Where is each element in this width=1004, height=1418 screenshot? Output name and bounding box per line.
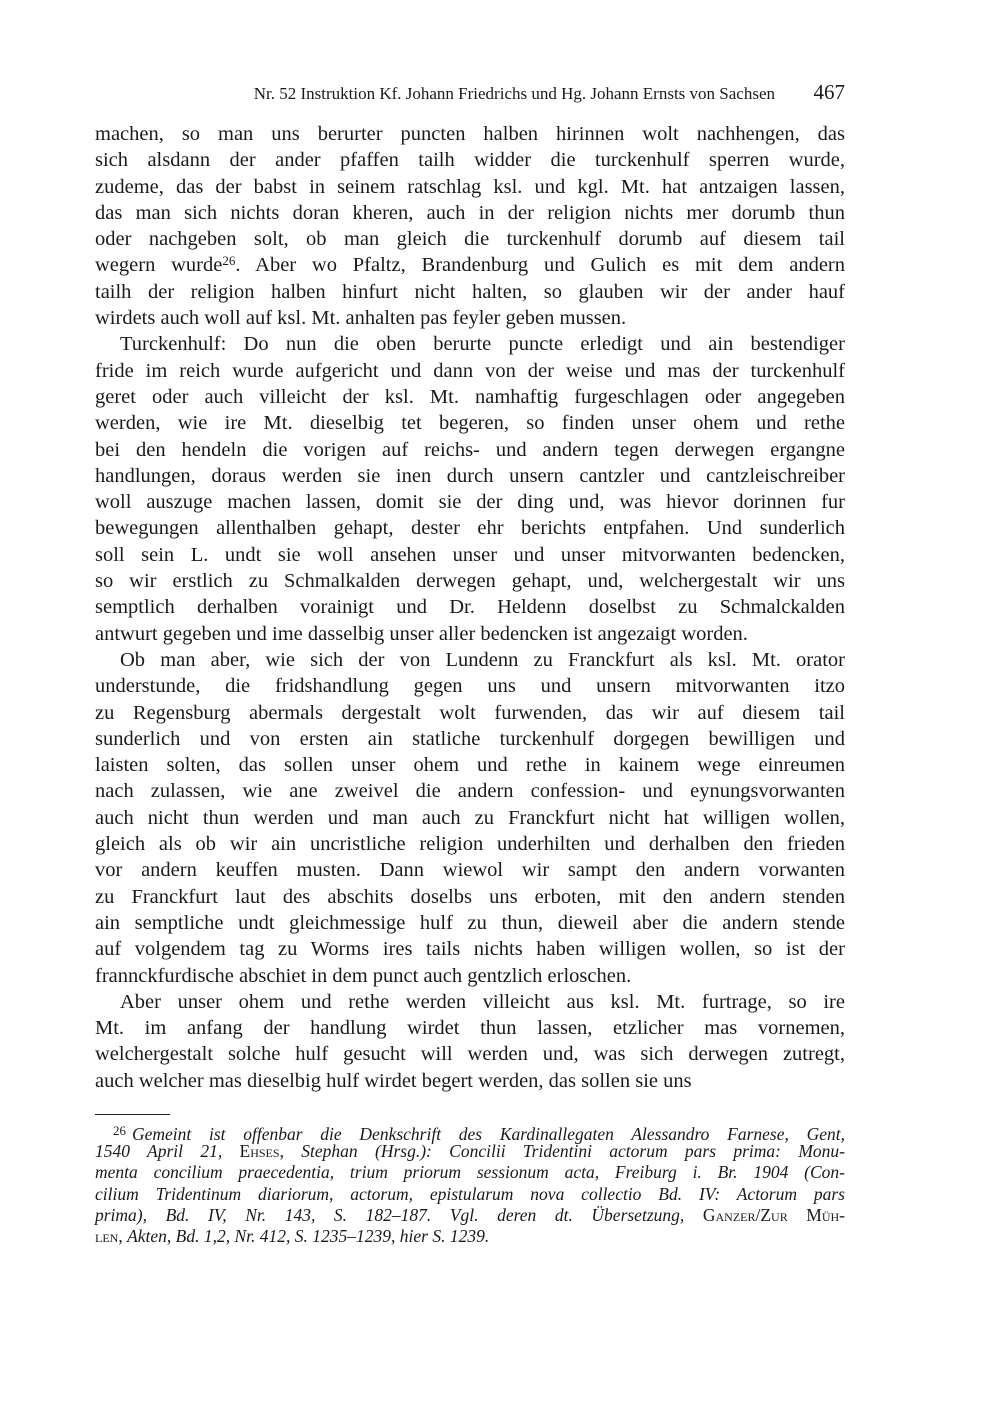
text-line: wegern wurde$^{26}$. Aber wo Pfaltz, Brandenburg und Gulich es mit dem andern <box>95 253 845 277</box>
text-line: so wir erstlich zu Schmalkalden derwegen gehapt, und, welchergestalt wir uns <box>95 570 845 593</box>
text-line: welchergestalt solche hulf gesucht will werden und, was sich derwegen zutregt, <box>95 1043 845 1066</box>
text-line: bei den hendeln die vorigen auf reichs- und andern tegen derwegen ergangne <box>95 438 845 461</box>
footnote-text: 1540 April 21, <box>95 1141 240 1162</box>
text-line: geret oder auch villeicht der ksl. Mt. namhaftig furgeschlagen oder angegeben <box>95 385 845 408</box>
footnote-text: , <box>279 1141 302 1162</box>
text-line: werden, wie ire Mt. dieselbig tet begeren, so finden unser ohem und rethe <box>95 412 845 435</box>
text-line: nach zulassen, wie ane zweivel die andern confession- und eynungsvorwanten <box>95 780 845 803</box>
text-line: semptlich derhalben vorainigt und Dr. Heldenn doselbst zu Schmalckalden <box>95 596 845 619</box>
footnote-number: 26 <box>113 1123 126 1138</box>
text-line: fride im reich wurde aufgericht und dann von der weise und mas der turckenhulf <box>95 359 845 382</box>
text-line: auf volgendem tag zu Worms ires tails nichts haben willigen wollen, so ist der <box>95 938 845 961</box>
footnote-text: cilium Tridentinum diariorum, actorum, epistularum nova collectio Bd. IV: Actorum pars <box>95 1183 845 1204</box>
footnote-line <box>95 1162 845 1183</box>
footnote-text: , <box>118 1225 128 1246</box>
text-line: zudeme, das der babst in seinem ratschlag ksl. und kgl. Mt. hat antzaigen lassen, <box>95 175 845 198</box>
text-line: ain semptliche undt gleichmessige hulf zu thun, dieweil aber die andern stende <box>95 911 845 934</box>
text-line: handlungen, doraus werden sie inen durch unsern cantzler und cantzleischreiber <box>95 464 845 487</box>
text-line: antwurt gegeben und ime dasselbig unser aller bedencken ist angezaigt worden. <box>95 622 748 645</box>
text-line: woll auszuge machen lassen, domit sie der ding und, was hievor dorinnen fur <box>95 491 845 514</box>
text-line: sunderlich und von ersten ain statliche turckenhulf dorgegen bewilligen und <box>95 727 845 750</box>
author-name: Ehses <box>239 1141 280 1162</box>
text-line: Mt. im anfang der handlung wirdet thun lassen, etzlicher mas vornemen, <box>95 1017 845 1040</box>
footnote <box>95 1120 845 1247</box>
text-line: zu Franckfurt laut des abschits doselbs uns erboten, mit den andern stenden <box>95 885 845 908</box>
footnote-text: Akten, Bd. 1,2, Nr. 412, S. 1235–1239, hier S. 1239. <box>127 1225 490 1246</box>
text-line: Ob man aber, wie sich der von Lundenn zu Franckfurt als ksl. Mt. orator <box>120 648 845 671</box>
text-line: das man sich nichts doran kheren, auch in der religion nichts mer dorumb thun <box>95 201 845 224</box>
footnote-reference[interactable]: 26 <box>222 253 236 269</box>
text-line: tailh der religion halben hinfurt nicht halten, so glauben wir der ander hauf <box>95 280 845 303</box>
text-line: Aber unser ohem und rethe werden villeicht aus ksl. Mt. furtrage, so ire <box>120 990 845 1013</box>
page-number: 467 <box>813 80 845 104</box>
text-line: vor andern keuffen musten. Dann wiewol wir sampt den andern vorwanten <box>95 859 845 882</box>
author-name: Ganzer/Zur Müh- <box>702 1204 845 1225</box>
footnote-line <box>95 1226 845 1247</box>
text-line: machen, so man uns berurter puncten halben hirinnen wolt nachhengen, das <box>95 123 845 145</box>
text-line: oder nachgeben solt, ob man gleich die turckenhulf dorumb auf diesem tail <box>95 228 845 251</box>
text-line: laisten solten, das sollen unser ohem und rethe in kainem wege einreumen <box>95 754 845 777</box>
text-line: soll sein L. undt sie woll ansehen unser und unser mitvorwanten bedencken, <box>95 543 845 566</box>
author-name: len <box>95 1225 119 1246</box>
paragraph <box>95 121 845 331</box>
footnote-text: prima), Bd. IV, Nr. 143, S. 182–187. Vgl. deren dt. Übersetzung, <box>95 1204 703 1225</box>
main-text <box>95 121 845 1094</box>
footnote-line <box>95 1141 845 1162</box>
text-line: bewegungen allenthalben gehapt, dester ehr berichts entpfahen. Und sunderlich <box>95 517 845 540</box>
running-title: Nr. 52 Instruktion Kf. Johann Friedrichs und Hg. Johann Ernsts von Sachsen <box>253 84 775 103</box>
text-line: auch nicht thun werden und man auch zu Franckfurt nicht hat willigen wollen, <box>95 806 845 829</box>
footnote-line <box>95 1184 845 1205</box>
footnote-text: menta concilium praecedentia, trium priorum sessionum acta, Freiburg i. Br. 1904 (Con- <box>95 1162 845 1183</box>
footnote-text: Stephan (Hrsg.): Concilii Tridentini actorum pars prima: Monu- <box>301 1141 845 1162</box>
text-line: auch welcher mas dieselbig hulf wirdet begert werden, das sollen sie uns <box>95 1069 692 1092</box>
text-line: wirdets auch woll auf ksl. Mt. anhalten pas feyler geben mussen. <box>95 307 627 330</box>
footnote-rule <box>95 1114 170 1115</box>
text-line: zu Regensburg abermals dergestalt wolt furwenden, das wir auf diesem tail <box>95 701 845 724</box>
paragraph <box>95 647 845 989</box>
text-line: Turckenhulf: Do nun die oben berurte puncte erledigt und ain bestendiger <box>120 333 845 356</box>
running-header <box>95 80 845 106</box>
footnote-text: Gemeint ist offenbar die Denkschrift des Kardinallegaten Alessandro Farnese, Gent, <box>132 1124 845 1144</box>
paragraph <box>95 989 845 1094</box>
text-line: understunde, die fridshandlung gegen uns und unsern mitvorwanten itzo <box>95 675 845 698</box>
footnote-line <box>95 1205 845 1226</box>
text-line: sich alsdann der ander pfaffen tailh widder die turckenhulf sperren wurde, <box>95 149 845 172</box>
paragraph <box>95 331 845 647</box>
text-line: frannckfurdische abschiet in dem punct auch gentzlich erloschen. <box>95 964 632 987</box>
footnote-line <box>95 1120 845 1144</box>
text-line: gleich als ob wir ain uncristliche religion underhilten und derhalben den frieden <box>95 833 845 856</box>
